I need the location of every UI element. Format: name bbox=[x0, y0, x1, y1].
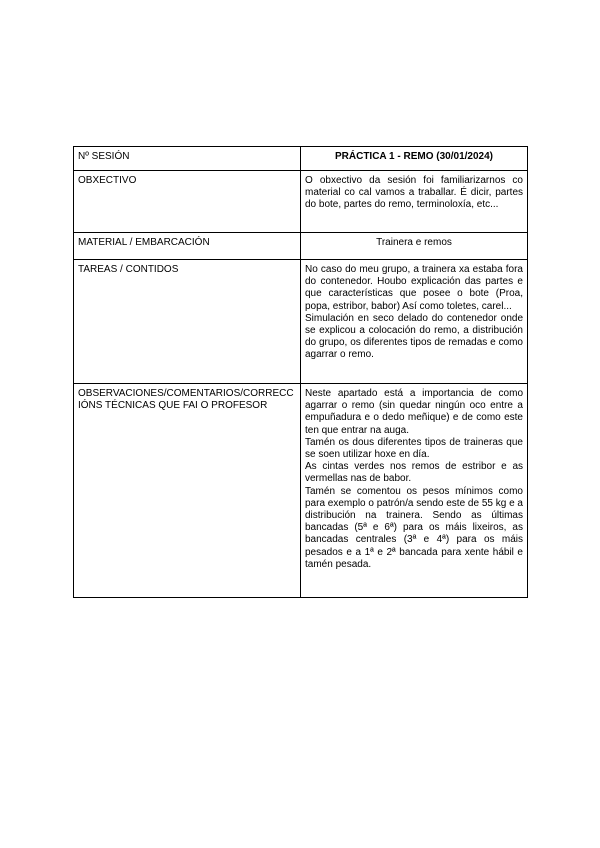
session-table bbox=[73, 146, 528, 598]
value-tasks bbox=[301, 260, 528, 384]
row-material bbox=[74, 233, 528, 260]
row-observations bbox=[74, 384, 528, 598]
label-observations: OBSERVACIONES/COMENTARIOS/CORRECCIÓNS TÉCNICAS QUE FAI O PROFESOR bbox=[74, 384, 301, 598]
value-objective: O obxectivo da sesión foi familiarizarnos co material co cal vamos a traballar. É dicir, partes do bote, partes do remo, terminoloxía, etc... bbox=[301, 171, 528, 233]
label-session: Nº SESIÓN bbox=[74, 147, 301, 171]
paragraph: No caso do meu grupo, a trainera xa estaba fora do contenedor. Houbo explicación das partes e que características que posee o bote (Proa, popa, estribor, babor) Así como toletes, carel... bbox=[305, 264, 523, 312]
paragraph: Neste apartado está a importancia de como agarrar o remo (sin quedar ningún oco entre a empuñadura e o dedo meñique) e de como este ten que entrar na auga. bbox=[305, 388, 523, 436]
paragraph: Tamén se comentou os pesos mínimos como para exemplo o patrón/a sendo este de 55 kg e a distribución na trainera. Sendo as últimas bancadas (5ª e 6ª) para os máis lixeiros, as bancadas centrales (3ª e 4ª) para os máis pesados e a 1ª e 2ª bancada para xente hábil e tamén pesada. bbox=[305, 485, 523, 570]
paragraph: As cintas verdes nos remos de estribor e as vermellas nas de babor. bbox=[305, 461, 523, 485]
value-material: Trainera e remos bbox=[301, 233, 528, 260]
paragraph: Simulación en seco delado do contenedor onde se explicou a colocación do remo, a distribución do grupo, os diferentes tipos de remadas e como agarrar o remo. bbox=[305, 312, 523, 361]
value-session: PRÁCTICA 1 - REMO (30/01/2024) bbox=[301, 147, 528, 171]
label-objective: OBXECTIVO bbox=[74, 171, 301, 233]
row-session bbox=[74, 147, 528, 171]
paragraph: Tamén os dous diferentes tipos de traineras que se soen utilizar hoxe en día. bbox=[305, 436, 523, 461]
label-tasks: TAREAS / CONTIDOS bbox=[74, 260, 301, 384]
value-observations bbox=[301, 384, 528, 598]
row-objective bbox=[74, 171, 528, 233]
row-tasks bbox=[74, 260, 528, 384]
label-material: MATERIAL / EMBARCACIÓN bbox=[74, 233, 301, 260]
